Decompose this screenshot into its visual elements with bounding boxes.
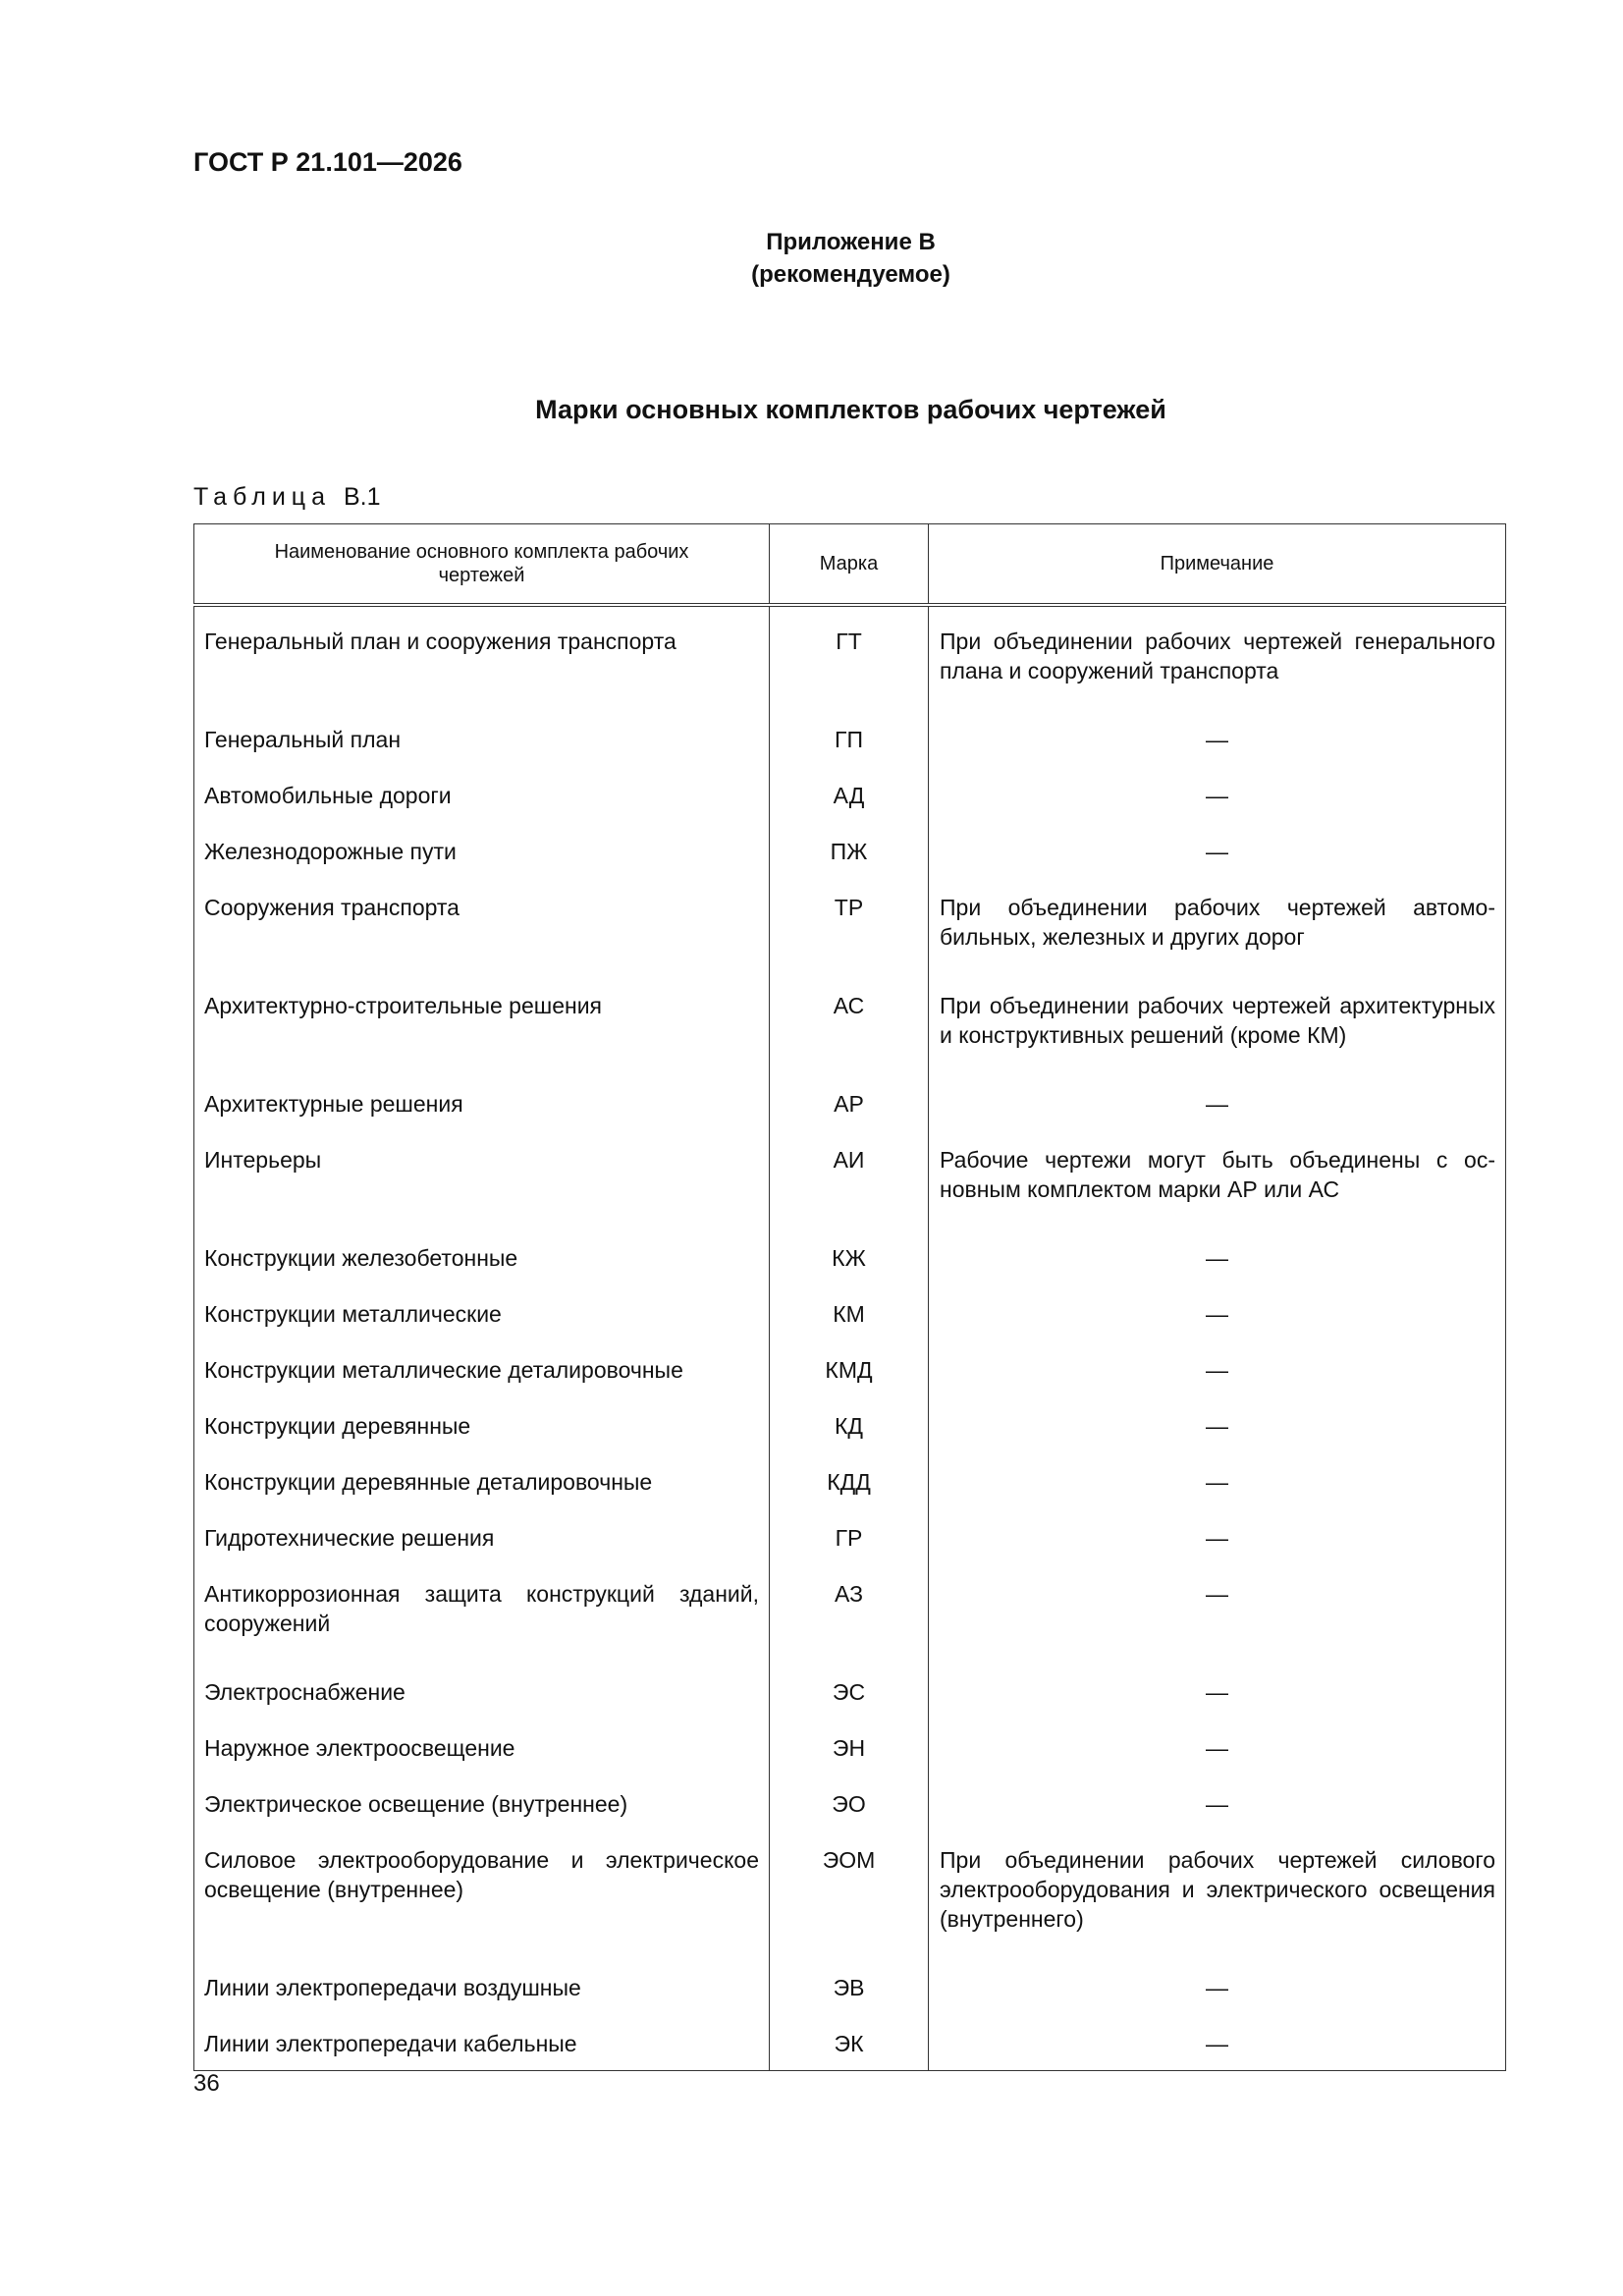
table-row [194, 1961, 1506, 2017]
cell-note: — [929, 1961, 1506, 2017]
cell-note: — [929, 1077, 1506, 1133]
cell-note: При объединении рабочих чертежей силового электрооборудования и электрического освещения (внутреннего) [929, 1833, 1506, 1961]
cell-name: Электроснабжение [194, 1666, 770, 1722]
cell-mark: ЭВ [770, 1961, 929, 2017]
cell-name: Конструкции металлические [194, 1287, 770, 1343]
appendix-heading [0, 226, 1623, 291]
table-row [194, 1511, 1506, 1567]
cell-mark: АР [770, 1077, 929, 1133]
cell-note: Рабочие чертежи могут быть объединены с основным комплектом марки АР или АС [929, 1133, 1506, 1231]
appendix-status: (рекомендуемое) [751, 261, 950, 288]
cell-mark: КДД [770, 1455, 929, 1511]
cell-name: Линии электропередачи воздушные [194, 1961, 770, 2017]
cell-name: Гидротехнические решения [194, 1511, 770, 1567]
cell-mark: КМД [770, 1343, 929, 1399]
cell-mark: ПЖ [770, 825, 929, 881]
cell-mark: АС [770, 979, 929, 1077]
cell-mark: АИ [770, 1133, 929, 1231]
cell-mark: ГТ [770, 605, 929, 713]
table-row [194, 713, 1506, 769]
table-row [194, 825, 1506, 881]
table-caption-label: Таблица [193, 483, 332, 511]
cell-mark: АД [770, 769, 929, 825]
table-row [194, 979, 1506, 1077]
cell-note: — [929, 1777, 1506, 1833]
marks-table [193, 523, 1506, 2071]
cell-note: — [929, 825, 1506, 881]
table-row [194, 1567, 1506, 1666]
cell-mark: ГП [770, 713, 929, 769]
cell-note: — [929, 1455, 1506, 1511]
cell-mark: ЭС [770, 1666, 929, 1722]
cell-note: При объединении рабочих чертежей архитектурных и конструктивных решений (кроме КМ) [929, 979, 1506, 1077]
cell-name: Конструкции деревянные [194, 1399, 770, 1455]
column-header-note: Примечание [929, 524, 1506, 605]
cell-mark: ЭО [770, 1777, 929, 1833]
cell-name: Автомобильные дороги [194, 769, 770, 825]
standard-code: ГОСТ Р 21.101—2026 [193, 147, 462, 177]
page-number: 36 [193, 2070, 220, 2097]
cell-mark: КД [770, 1399, 929, 1455]
cell-name: Конструкции деревянные деталировочные [194, 1455, 770, 1511]
cell-mark: АЗ [770, 1567, 929, 1666]
cell-name: Электрическое освещение (внутреннее) [194, 1777, 770, 1833]
cell-name: Конструкции металлические деталировочные [194, 1343, 770, 1399]
cell-note: — [929, 1343, 1506, 1399]
cell-mark: ТР [770, 881, 929, 979]
table-row [194, 1343, 1506, 1399]
cell-name: Генеральный план и сооружения транспорта [194, 605, 770, 713]
cell-name: Архитектурные решения [194, 1077, 770, 1133]
cell-note: — [929, 769, 1506, 825]
document-title: Марки основных комплектов рабочих чертежей [535, 395, 1166, 424]
cell-name: Наружное электроосвещение [194, 1722, 770, 1777]
table-body [194, 605, 1506, 2071]
cell-name: Интерьеры [194, 1133, 770, 1231]
table-row [194, 1287, 1506, 1343]
table-row [194, 2017, 1506, 2071]
table-row [194, 1231, 1506, 1287]
cell-name: Силовое электрооборудование и электрическое освещение (внутреннее) [194, 1833, 770, 1961]
cell-name: Железнодорожные пути [194, 825, 770, 881]
column-header-name: Наименование основного комплекта рабочих чертежей [194, 524, 770, 605]
appendix-title: Приложение В [766, 229, 936, 255]
table-row [194, 1722, 1506, 1777]
table-row [194, 1077, 1506, 1133]
cell-mark: КЖ [770, 1231, 929, 1287]
cell-note: При объединении рабочих чертежей автомобильных, железных и других дорог [929, 881, 1506, 979]
cell-name: Генеральный план [194, 713, 770, 769]
cell-name: Сооружения транспорта [194, 881, 770, 979]
table-row [194, 1455, 1506, 1511]
cell-note: — [929, 2017, 1506, 2071]
cell-name: Антикоррозионная защита конструкций зданий, сооружений [194, 1567, 770, 1666]
cell-name: Конструкции железобетонные [194, 1231, 770, 1287]
cell-mark: ГР [770, 1511, 929, 1567]
cell-mark: КМ [770, 1287, 929, 1343]
table-row [194, 1133, 1506, 1231]
cell-name: Линии электропередачи кабельные [194, 2017, 770, 2071]
table-row [194, 1833, 1506, 1961]
cell-note: — [929, 1511, 1506, 1567]
table-header-row [194, 524, 1506, 605]
table-row [194, 1666, 1506, 1722]
cell-mark: ЭН [770, 1722, 929, 1777]
table-row [194, 605, 1506, 713]
cell-note: — [929, 1287, 1506, 1343]
cell-note: — [929, 1231, 1506, 1287]
table-row [194, 1399, 1506, 1455]
table-row [194, 881, 1506, 979]
cell-note: При объединении рабочих чертежей генерального плана и сооружений транспорта [929, 605, 1506, 713]
table-caption [193, 483, 381, 512]
column-header-mark: Марка [770, 524, 929, 605]
cell-name: Архитектурно-строительные решения [194, 979, 770, 1077]
cell-mark: ЭОМ [770, 1833, 929, 1961]
table-caption-number: В.1 [343, 483, 381, 511]
cell-note: — [929, 1399, 1506, 1455]
cell-note: — [929, 1567, 1506, 1666]
cell-note: — [929, 1722, 1506, 1777]
table-row [194, 1777, 1506, 1833]
cell-note: — [929, 713, 1506, 769]
cell-note: — [929, 1666, 1506, 1722]
cell-mark: ЭК [770, 2017, 929, 2071]
table-row [194, 769, 1506, 825]
